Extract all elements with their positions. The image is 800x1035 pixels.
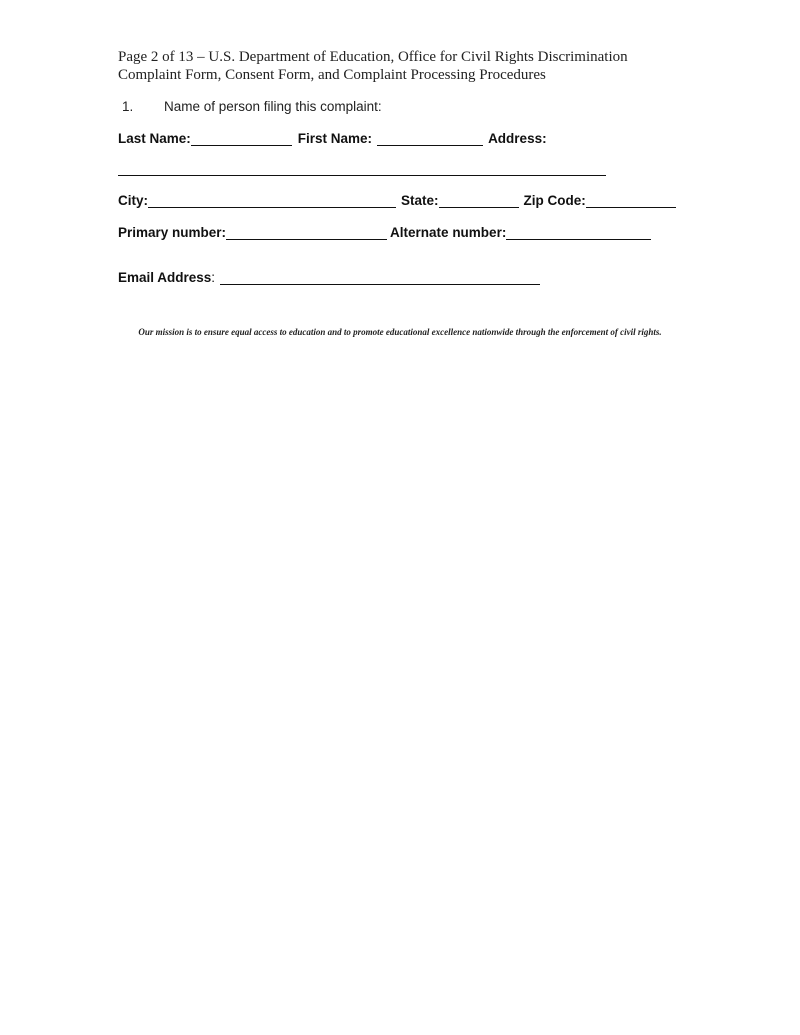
question-1 (122, 99, 382, 114)
page-header (118, 48, 738, 84)
state-label: State: (401, 193, 439, 208)
email-colon: : (211, 270, 216, 285)
question-text: Name of person filing this complaint: (164, 99, 382, 114)
primary-number-field[interactable] (226, 226, 387, 240)
alternate-number-field[interactable] (506, 226, 651, 240)
address-label: Address: (488, 131, 547, 146)
last-name-label: Last Name: (118, 131, 191, 146)
header-line-1: Page 2 of 13 – U.S. Department of Education, Office for Civil Rights Discrimination (118, 49, 628, 65)
city-label: City: (118, 193, 148, 208)
first-name-label: First Name: (297, 131, 373, 146)
phone-row (118, 225, 651, 241)
last-name-field[interactable] (191, 132, 292, 146)
email-row (118, 270, 540, 286)
city-state-zip-row (118, 193, 676, 209)
alternate-number-label: Alternate number: (390, 225, 507, 240)
email-address-label: Email Address (118, 270, 212, 285)
zip-code-label: Zip Code: (523, 193, 586, 208)
header-line-2: Complaint Form, Consent Form, and Complaint Processing Procedures (118, 67, 546, 83)
mission-statement: Our mission is to ensure equal access to education and to promote educational excellence nationwide through the enforcement of civil rights. (138, 327, 662, 337)
first-name-field[interactable] (377, 132, 483, 146)
email-address-field[interactable] (220, 271, 540, 285)
city-field[interactable] (148, 194, 396, 208)
state-field[interactable] (439, 194, 519, 208)
zip-code-field[interactable] (586, 194, 676, 208)
question-number: 1. (122, 99, 134, 114)
address-field[interactable] (118, 175, 606, 176)
name-address-row (118, 131, 547, 147)
primary-number-label: Primary number: (118, 225, 227, 240)
